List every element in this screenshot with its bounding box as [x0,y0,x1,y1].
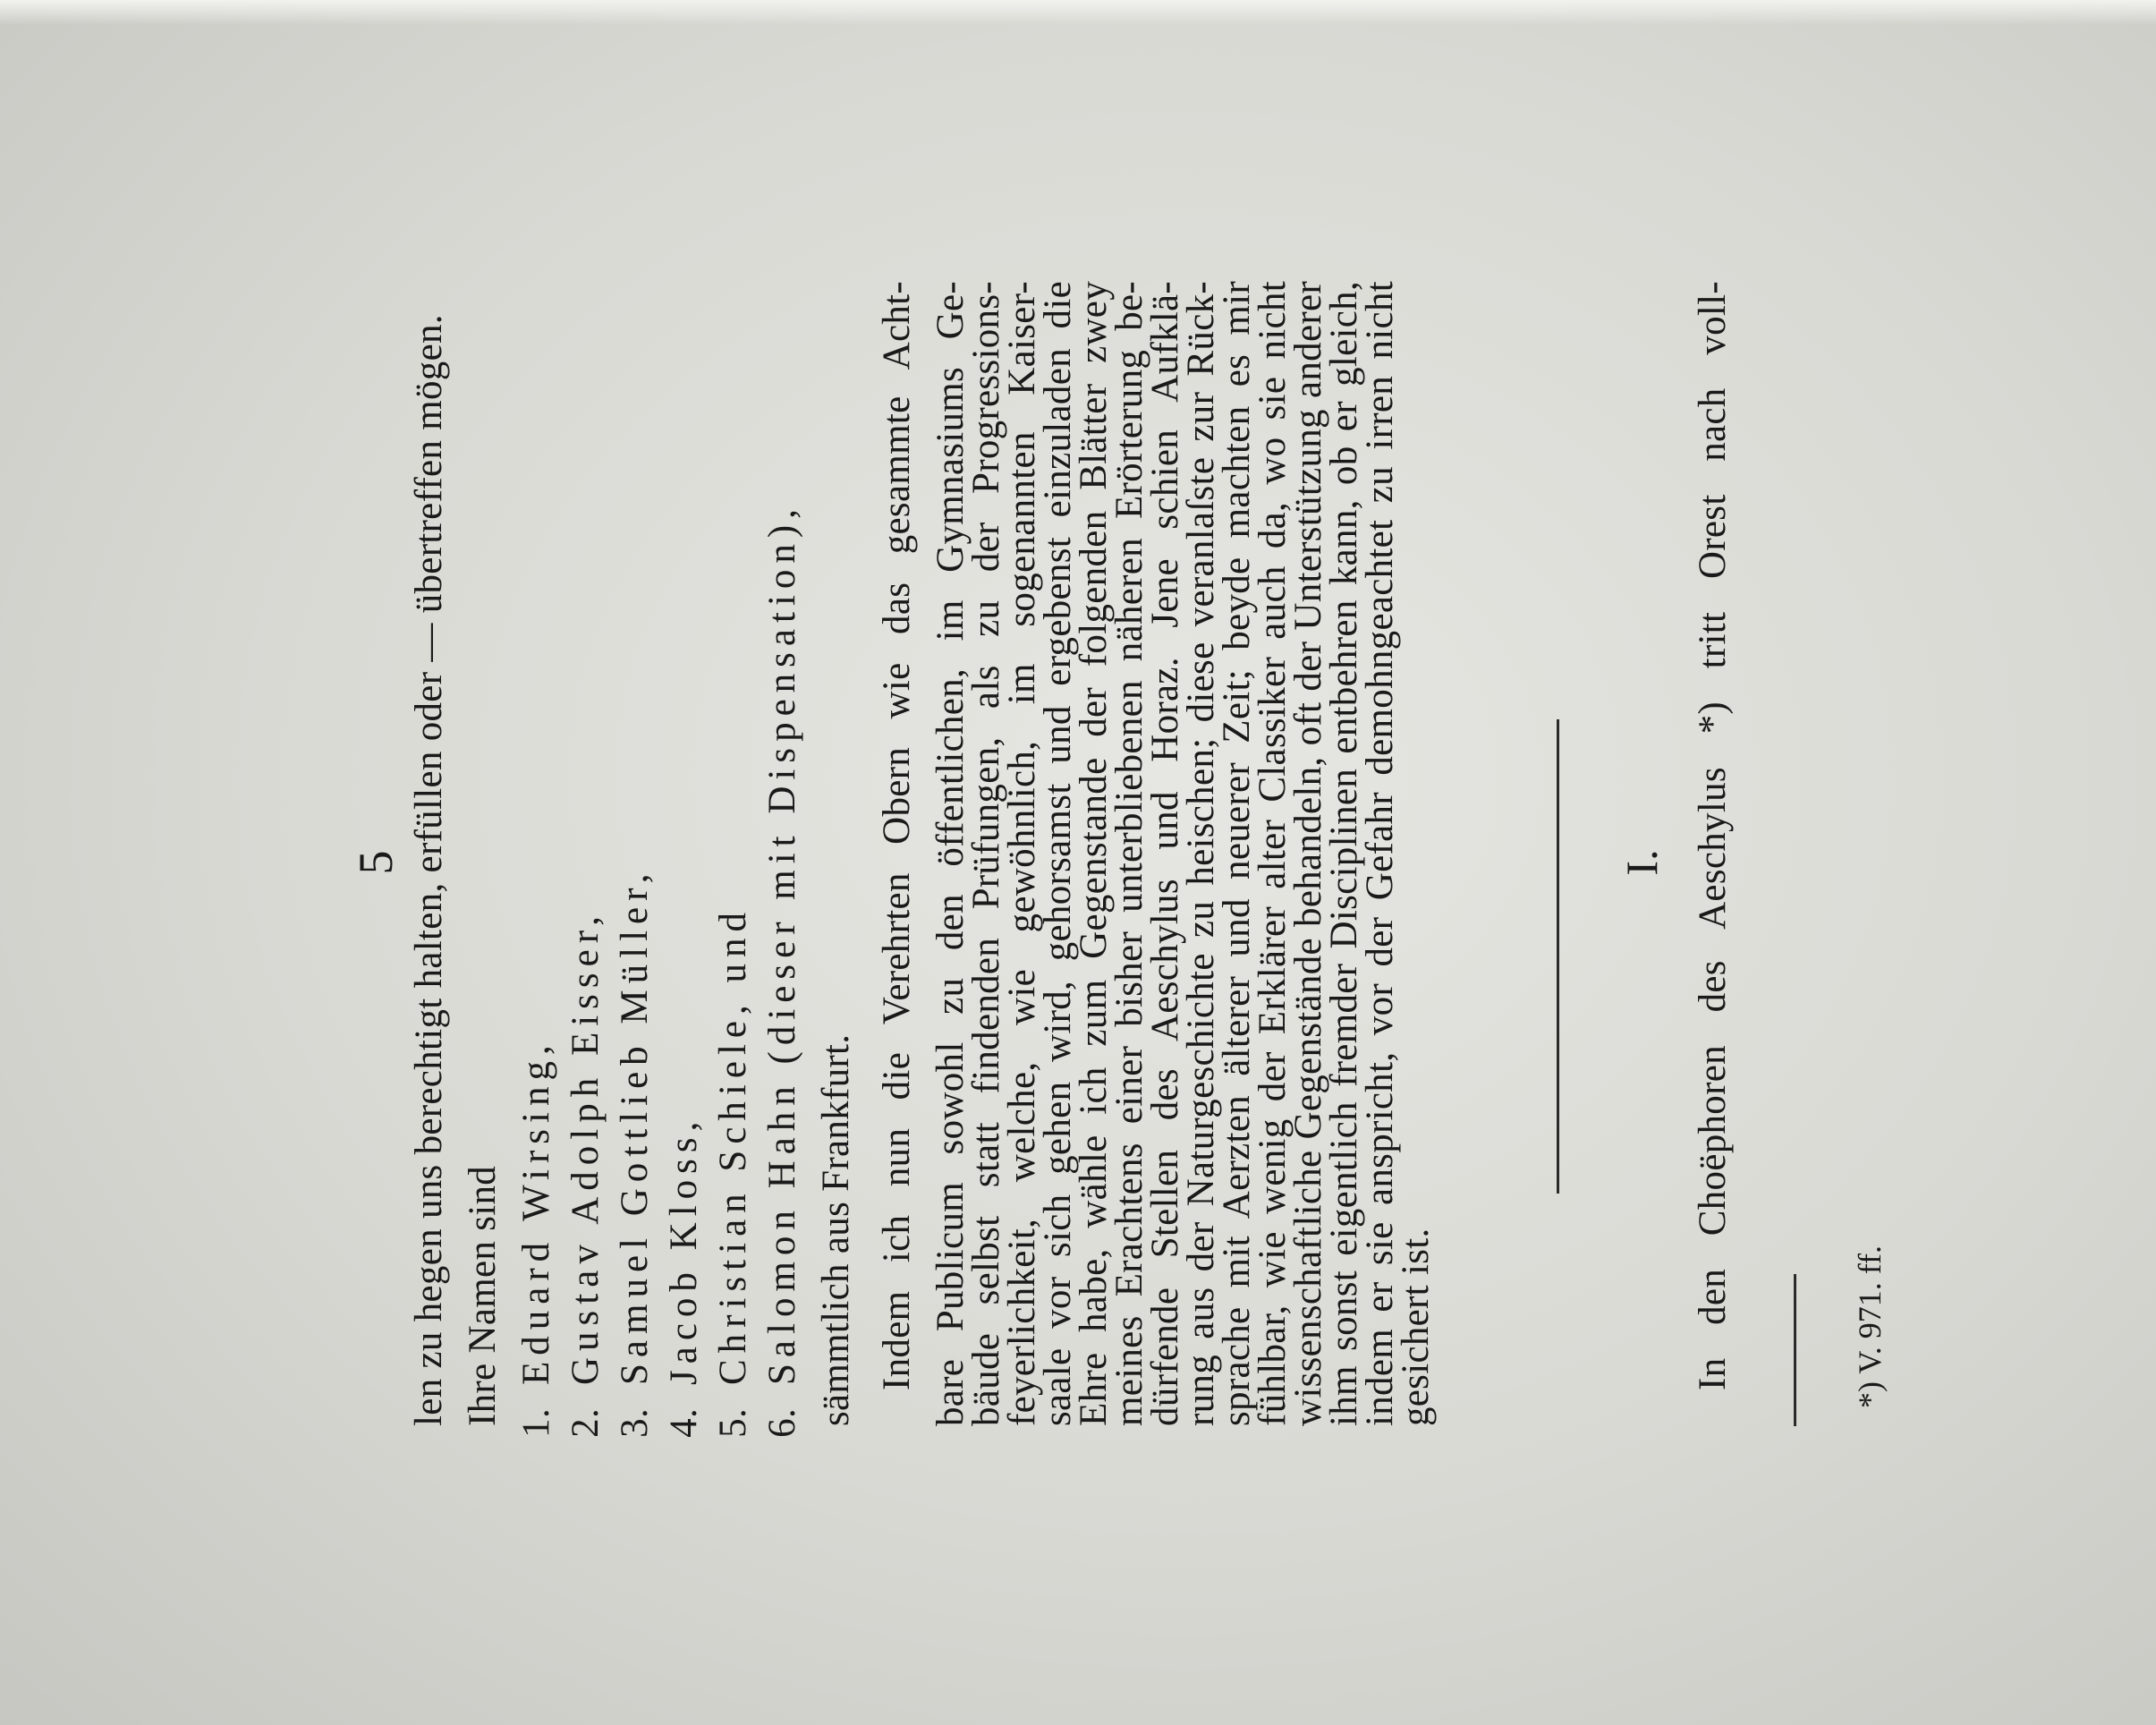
name-list-name: Christian Schiele, und [712,906,754,1385]
footnote-rule [1794,1274,1796,1426]
name-list-number: 4. [663,1408,705,1438]
paragraph-line: indem er sie anspricht, vor der Gefahr demohngeachtet zu irren nicht [1359,281,1401,1426]
closing-line: sämmtlich aus Frankfurt. [815,1033,857,1426]
page-number: 5 [349,850,403,875]
paragraph-line: sprache mit Aerzten älterer und neuerer Zeit; beyde machten es mir [1216,281,1258,1426]
paragraph-line: ihm sonst eigentlich fremder Disciplinen entbehren kann, ob er gleich, [1323,281,1365,1426]
paragraph-line: fühlbar, wie wenig der Erklärer alter Classiker auch da, wo sie nicht [1252,281,1294,1426]
name-list-number: 6. [761,1408,803,1438]
paragraph-line: dürfende Stellen des Aeschylus und Horaz. Jene schien Aufklä- [1144,281,1186,1426]
paragraph-line: Ehre habe, wähle ich zum Gegenstande der folgenden Blätter zwey [1073,281,1115,1426]
paragraph-line: saale vor sich gehen wird, gehorsamst und ergebenst einzuladen die [1037,281,1079,1426]
section-first-line: In den Choëphoren des Aeschylus *) tritt Orest nach voll- [1692,281,1734,1390]
name-list-item [608,281,662,1471]
name-list-item [559,281,613,1471]
intro-line-2: Ihre Namen sind [462,1165,504,1426]
name-list-number: 1. [515,1408,557,1438]
name-list-item [756,281,810,1471]
name-list-number: 3. [614,1408,656,1438]
paragraph-line: bare Publicum sowohl zu den öffentlichen, im Gymnasiums Ge- [929,281,972,1426]
paragraph-line: Indem ich nun die Verehrten Obern wie das gesammte Acht- [876,281,918,1390]
name-list-name: Jacob Kloss, [663,1115,705,1385]
paragraph-line: meines Erachtens einer bisher unterbliebenen näheren Erörterung be- [1108,281,1150,1426]
name-list-item [510,281,564,1471]
book-page [183,147,1973,1578]
name-list-name: Samuel Gottlieb Müller, [614,867,656,1385]
name-list-name: Gustav Adolph Eisser, [564,909,607,1385]
section-divider [1557,719,1559,1194]
name-list-item [707,281,760,1471]
name-list-name: Eduard Wirsing, [515,1039,557,1385]
paragraph-line: bäude selbst statt findenden Prüfungen, als zu der Progressions- [965,281,1007,1426]
paragraph-line: rung aus der Naturgeschichte zu heischen; diese veranlaſste zur Rück- [1180,281,1222,1426]
name-list-number: 2. [564,1408,607,1438]
paragraph-line: feyerlichkeit, welche, wie gewöhnlich, im sogenannten Kaiser- [1001,281,1043,1426]
section-numeral: I. [1617,849,1667,876]
name-list-number: 5. [712,1408,754,1438]
paragraph-line: wissenschaftliche Gegenstände behandeln, oft der Unterstützung anderer [1287,281,1329,1426]
footnote: *) V. 971. ff. [1852,1245,1888,1408]
name-list-name: Salomon Hahn (dieser mit Dispensation), [761,503,803,1385]
intro-line-1: len zu hegen uns berechtigt halten, erfüllen oder — übertreffen mögen. [408,314,450,1426]
paragraph-line: gesichert ist. [1395,1228,1437,1426]
name-list-item [658,281,711,1471]
